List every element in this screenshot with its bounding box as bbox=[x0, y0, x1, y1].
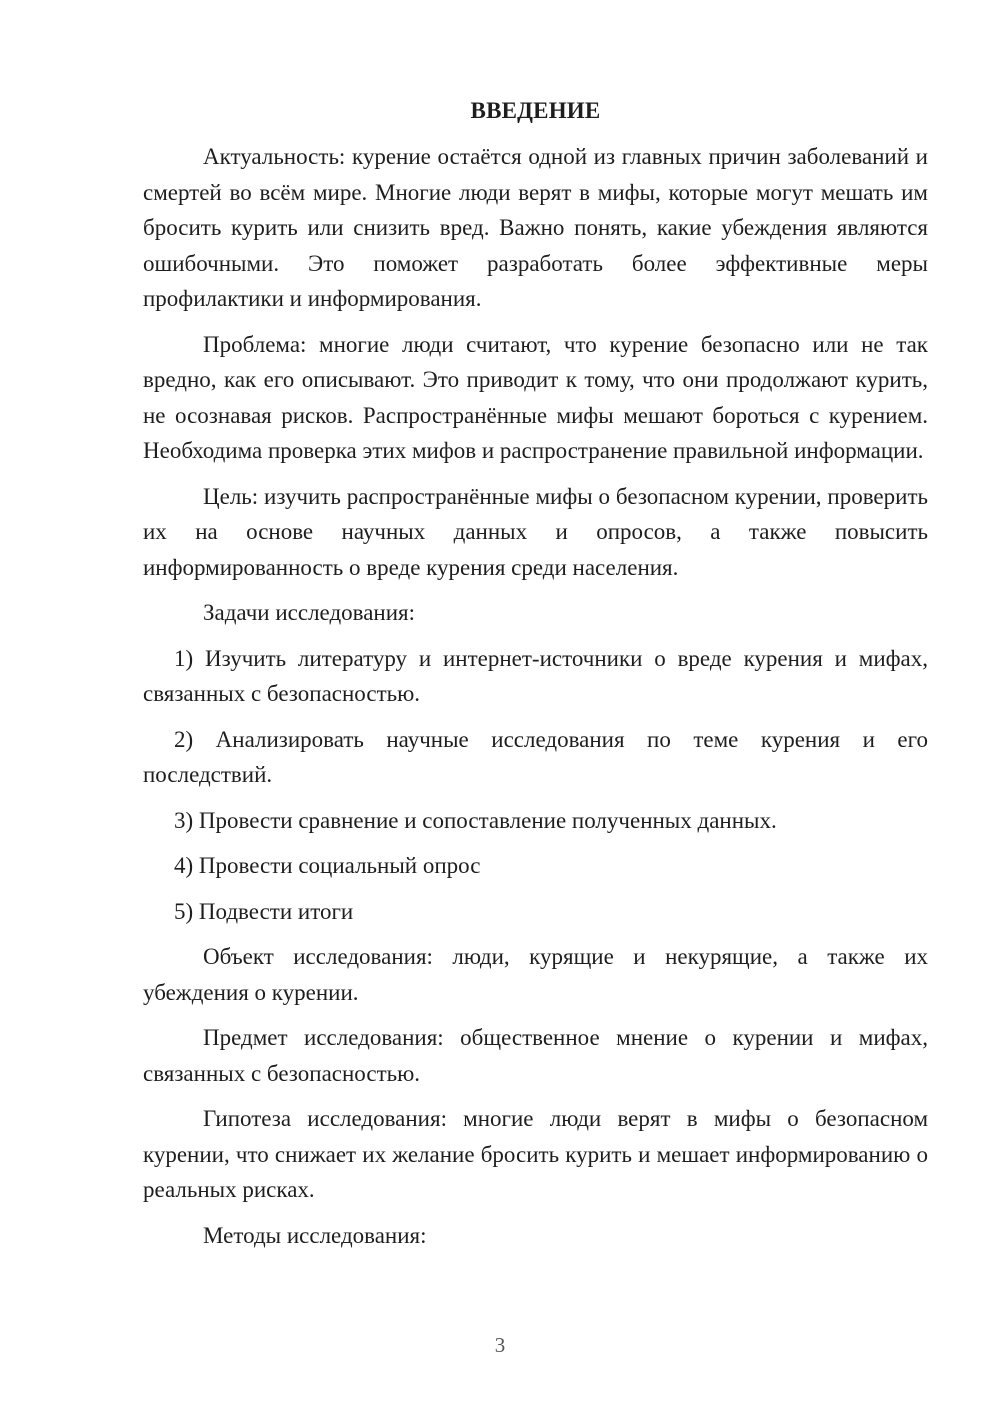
page-number: 3 bbox=[494, 1333, 506, 1357]
task-item-1: 1) Изучить литературу и интернет-источники о вреде курения и мифах, связанных с безопасностью. bbox=[143, 645, 928, 706]
paragraph-relevance: Актуальность: курение остаётся одной из главных причин заболеваний и смертей во всём мире. Многие люди верят в мифы, которые могут мешать им бросить курить или снизить вред. Важно понять, какие убеждения являются ошибочными. Это поможет разработать более эффективные меры профилактики и информирования. bbox=[143, 144, 928, 311]
task-item-5: 5) Подвести итоги bbox=[174, 898, 354, 924]
paragraph-subject: Предмет исследования: общественное мнение о курении и мифах, связанных с безопасностью. bbox=[143, 1025, 928, 1086]
section-title: ВВЕДЕНИЕ bbox=[470, 98, 601, 123]
tasks-heading: Задачи исследования: bbox=[203, 600, 416, 625]
document-page bbox=[143, 95, 928, 1263]
paragraph-object: Объект исследования: люди, курящие и некурящие, а также их убеждения о курении. bbox=[143, 944, 928, 1005]
task-item-3: 3) Провести сравнение и сопоставление полученных данных. bbox=[174, 807, 777, 833]
paragraph-hypothesis: Гипотеза исследования: многие люди верят в мифы о безопасном курении, что снижает их желание бросить курить и мешает информированию о реальных рисках. bbox=[143, 1106, 928, 1202]
paragraph-goal: Цель: изучить распространённые мифы о безопасном курении, проверить их на основе научных данных и опросов, а также повысить информированность о вреде курения среди населения. bbox=[143, 483, 928, 580]
paragraph-problem: Проблема: многие люди считают, что курение безопасно или не так вредно, как его описывают. Это приводит к тому, что они продолжают курить, не осознавая рисков. Распространённые мифы мешают бороться с курением. Необходима проверка этих мифов и распространение правильной информации. bbox=[143, 331, 928, 463]
task-item-2: 2) Анализировать научные исследования по теме курения и его последствий. bbox=[143, 726, 928, 787]
task-item-4: 4) Провести социальный опрос bbox=[174, 853, 481, 878]
methods-heading: Методы исследования: bbox=[203, 1222, 427, 1248]
